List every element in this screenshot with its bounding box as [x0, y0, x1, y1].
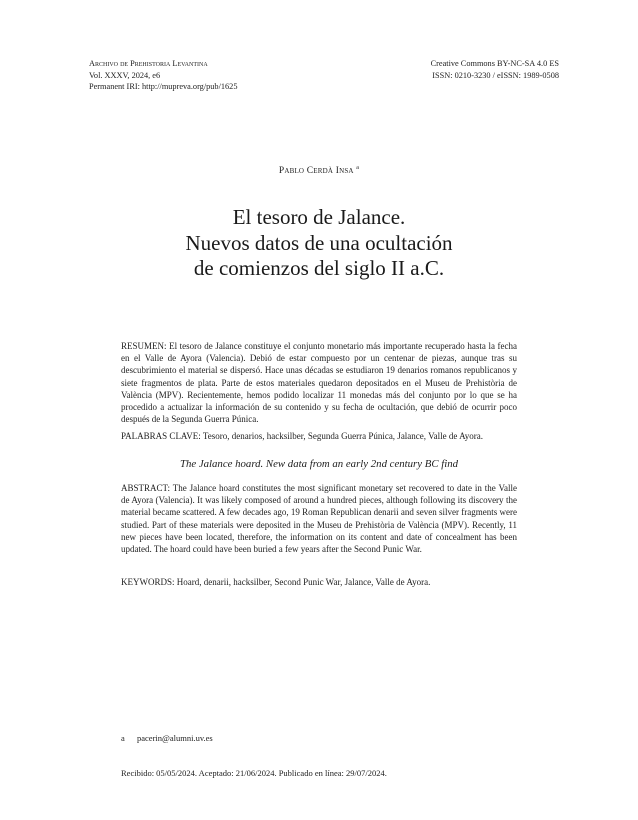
keywords: KEYWORDS: Hoard, denarii, hacksilber, Second Punic War, Jalance, Valle de Ayora. [121, 577, 431, 587]
author-footnote [121, 733, 213, 743]
article-title [0, 205, 638, 282]
journal-name: Archivo de Prehistoria Levantina [89, 59, 208, 68]
abstract-paragraph: ABSTRACT: The Jalance hoard constitutes the most significant monetary set recovered to date in the Valle de Ayora (Valencia). It was likely composed of around a hundred pieces, although following its discovery the material became scattered. A few decades ago, 19 Roman Republican denarii and seven silver fragments were studied. Part of these materials were deposited in the Museu de Prehistòria de València (MPV). Recently, 11 new pieces have been located, therefore, the information on its content and date of concealment has been updated. The hoard could have been buried a few years after the Second Punic War. [121, 483, 517, 555]
received-dates: Recibido: 05/05/2024. Aceptado: 21/06/2024. Publicado en línea: 29/07/2024. [121, 768, 387, 778]
palabras-clave: PALABRAS CLAVE: Tesoro, denarios, hacksilber, Segunda Guerra Púnica, Jalance, Valle de Ayora. [121, 431, 484, 441]
title-line-2: Nuevos datos de una ocultación [185, 230, 453, 255]
issn-text: ISSN: 0210-3230 / eISSN: 1989-0508 [432, 70, 559, 80]
author-line [0, 165, 638, 176]
author-name: Pablo Cerdà Insa [278, 166, 354, 177]
author-marker: a [356, 165, 360, 171]
license-text: Creative Commons BY-NC-SA 4.0 ES [430, 59, 559, 68]
journal-header [89, 58, 237, 93]
license-header [431, 58, 559, 81]
english-title: The Jalance hoard. New data from an early 2nd century BC find [179, 458, 459, 470]
permanent-iri[interactable]: Permanent IRI: http://mupreva.org/pub/1625 [89, 82, 238, 91]
author-email[interactable]: pacerin@alumni.uv.es [137, 733, 213, 743]
title-line-3: de comienzos del siglo II a.C. [193, 256, 445, 280]
title-line-1: El tesoro de Jalance. [232, 205, 406, 229]
resumen-paragraph: RESUMEN: El tesoro de Jalance constituye el conjunto monetario más importante recuperado hasta la fecha en el Valle de Ayora (Valencia). Debió de estar compuesto por un centenar de piezas, aunque tras su descubrimiento el material se dispersó. Hace unas décadas se estudiaron 19 denarios romanos republicanos y siete fragmentos de plata. Parte de estos materiales quedaron depositados en el Museu de Prehistòria de València (MPV). Recientemente, hemos podido localizar 11 monedas más del conjunto por lo que se ha procedido a actualizar la información de su contenido y su fecha de ocultación, que debió de ocurrir poco después de la Segunda Guerra Púnica. [121, 341, 517, 425]
footnote-marker: a [121, 733, 125, 743]
journal-volume: Vol. XXXV, 2024, e6 [89, 70, 161, 80]
